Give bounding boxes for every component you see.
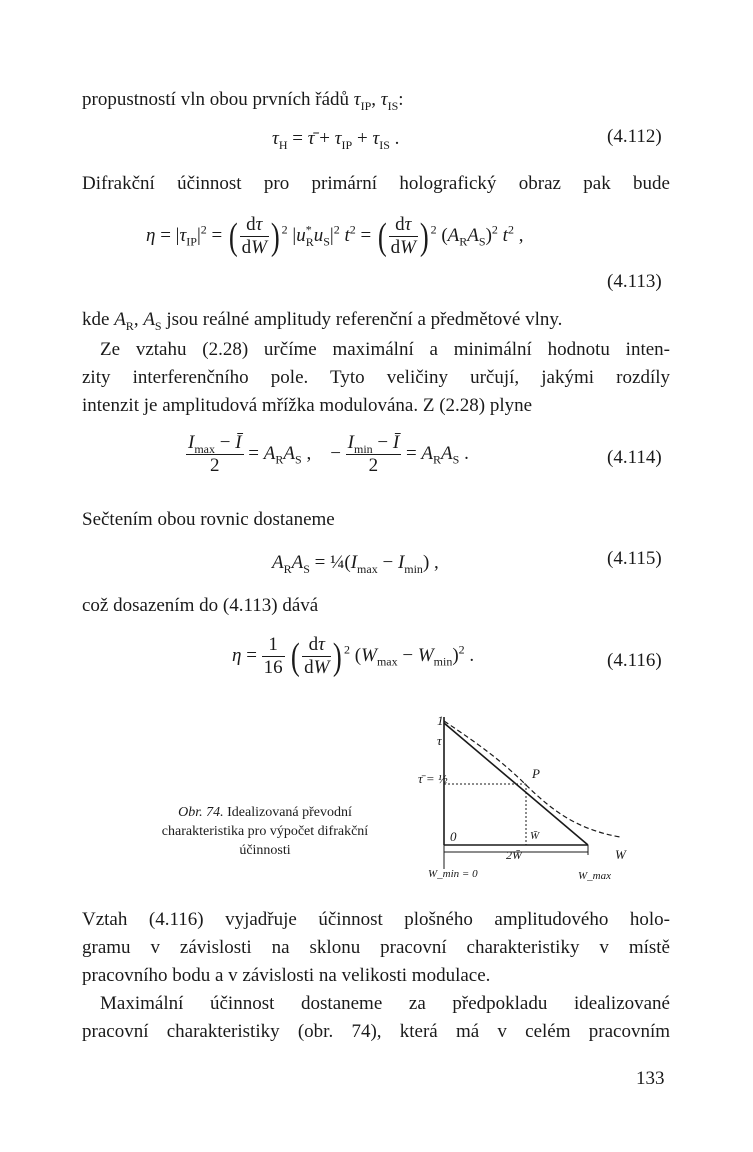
label-two-w-bar: 2W̄ bbox=[506, 848, 522, 862]
paragraph-conclusion-line-3: pracovního bodu a v závislosti na velikosti modulace. bbox=[82, 965, 491, 986]
paragraph-amplitudes-line-1: kde $A_R$, $A_S$ jsou reálné amplitudy referenční a předmětové vlny. bbox=[82, 309, 563, 333]
figure-74-caption bbox=[140, 803, 390, 860]
equation-number-4-115: (4.115) bbox=[607, 548, 662, 569]
equation-4-112: $\tau_H$ = τ̄ + $\tau_{IP} + \tau_{IS}$ . bbox=[272, 128, 400, 152]
label-w-min: W_min = 0 bbox=[428, 868, 478, 880]
paragraph-amplitudes-line-2: Ze vztahu (2.28) určíme maximální a minimální hodnotu inten- bbox=[100, 339, 670, 360]
label-origin: 0 bbox=[450, 829, 457, 844]
label-w-bar: W̄ bbox=[530, 830, 540, 842]
page-number: 133 bbox=[636, 1068, 665, 1089]
equation-number-4-114: (4.114) bbox=[607, 447, 662, 468]
paragraph-substitution: což dosazením do (4.113) dává bbox=[82, 595, 319, 616]
paragraph-conclusion-line-1: Vztah (4.116) vyjadřuje účinnost plošného amplitudového holo- bbox=[82, 909, 670, 930]
paragraph-amplitudes-line-4: intenzit je amplitudová mřížka modulována. Z (2.28) plyne bbox=[82, 395, 533, 416]
paragraph-conclusion-line-4: Maximální účinnost dostaneme za předpokladu idealizované bbox=[100, 993, 670, 1014]
label-point-p: P bbox=[532, 766, 540, 781]
label-axis-w: W bbox=[615, 847, 626, 862]
paragraph-amplitudes-line-3: zity interferenčního pole. Tyto veličiny určují, jakými rozdíly bbox=[82, 367, 670, 388]
label-y-tau-bar: τ̄ = ½ bbox=[418, 771, 448, 786]
paragraph-conclusion-line-5: pracovní charakteristiky (obr. 74), která má v celém pracovním bbox=[82, 1021, 670, 1042]
equation-4-115: $A_RA_S$ = $\frac{1}{4}(I_{max} - I_{min})$ , bbox=[272, 552, 439, 576]
figure-74-graph bbox=[410, 705, 640, 890]
equation-number-4-116: (4.116) bbox=[607, 650, 662, 671]
equation-4-116: η = $\frac{1}{16}$ ( $\frac{d\tau}{dW}$ ) $^2$ $(W_{max} - W_{min})^2$ . bbox=[232, 634, 475, 678]
paragraph-intro: propustností vln obou prvních řádů $\tau_{IP}$, $\tau_{IS}$: bbox=[82, 89, 404, 113]
caption-text: Idealizovaná převodní charakteristika pro výpočet difrakční účinnosti bbox=[161, 805, 369, 858]
paragraph-sum: Sečtením obou rovnic dostaneme bbox=[82, 509, 335, 530]
equation-4-113: $\eta = |\tau_{IP}|^2$ = ( $\frac{d\tau}{dW}$ ) $^2$ $|u^*_Ru_S|^2$ $t^2$ = ( $\frac{d\tau}{dW}$ ) $^2$ $(A_RA_S)^2$ $t^2$ , bbox=[146, 214, 524, 258]
equation-4-114: $\frac{I_{max} - Ī}{2}$ = $A_RA_S$ , − $\frac{I_{min} - Ī}{2}$ = $A_RA_S$ . bbox=[188, 432, 469, 476]
label-y-one: 1 bbox=[437, 713, 444, 728]
paragraph-efficiency: Difrakční účinnost pro primární holografický obraz pak bude bbox=[82, 173, 670, 194]
label-y-tau: τ bbox=[437, 733, 442, 748]
equation-number-4-113: (4.113) bbox=[607, 271, 662, 292]
caption-label: Obr. 74. bbox=[178, 805, 224, 820]
label-w-max: W_max bbox=[578, 870, 611, 882]
equation-number-4-112: (4.112) bbox=[607, 126, 662, 147]
paragraph-conclusion-line-2: gramu v závislosti na sklonu pracovní charakteristiky v místě bbox=[82, 937, 670, 958]
